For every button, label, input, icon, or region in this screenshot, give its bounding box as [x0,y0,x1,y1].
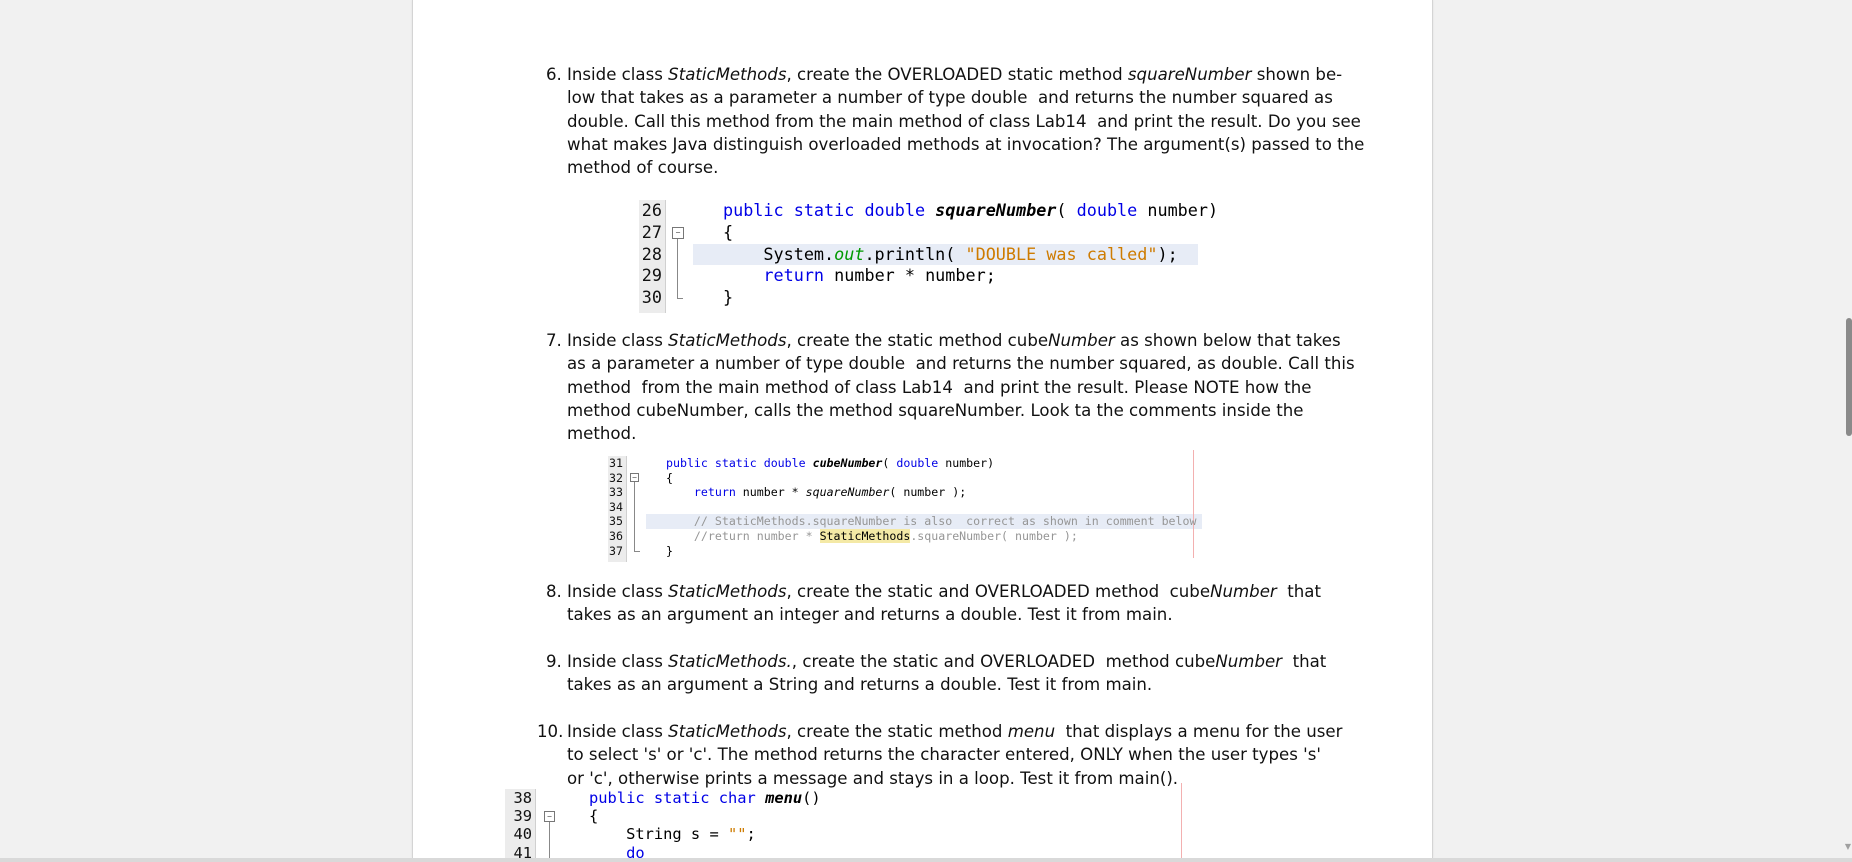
list-item-6 [546,63,1365,179]
line-number: 26 [641,200,662,220]
text-run: that [1282,652,1327,671]
code-token: "DOUBLE was called" [965,243,1158,264]
line-number: 36 [609,529,623,543]
text-run: Inside class [567,582,669,601]
code-token: double [1076,200,1138,220]
code-token: { [666,470,673,485]
code-token: } [723,287,734,308]
text-run: Inside class [567,331,669,350]
line-number: 40 [513,825,532,844]
code-block-cube-number [608,456,1208,558]
italic-term: StaticMethods [668,722,787,741]
text-line [567,329,1357,352]
text-run: method from the main method of class Lab14 and print the result. Please NOTE how the [567,377,1312,397]
text-run: as a parameter a number of type double and returns the number squared, as double. Call this [567,354,1355,374]
text-run: method of course. [567,158,719,178]
code-token: number) [1137,200,1219,220]
text-line [567,376,1357,399]
line-number: 32 [609,470,623,485]
text-line [567,580,1357,603]
italic-term: StaticMethods. [668,652,792,671]
text-line [567,110,1361,133]
text-run: takes as an argument a String and returns a double. Test it from main. [567,675,1153,695]
line-number: 35 [609,514,623,529]
list-item-9 [546,650,1357,697]
code-token: .squareNumber( number ); [910,529,1078,543]
code-line [589,789,821,807]
fold-end-tick [677,298,683,299]
text-line [567,133,1365,156]
line-number: 31 [609,456,623,470]
text-line [567,603,1357,626]
italic-term: StaticMethods [668,331,787,350]
italic-term: menu [1007,722,1056,741]
collapse-icon[interactable]: − [672,227,684,239]
text-line [567,720,1357,743]
code-token: squareNumber [805,485,890,500]
code-line [666,471,673,486]
fold-guide-line [677,239,678,298]
text-run: that [1276,582,1321,601]
italic-term: Number [1048,331,1115,350]
line-number-gutter [639,200,666,313]
text-run: that displays a menu for the user [1055,722,1343,741]
list-number: 9. [546,652,562,671]
code-token: menu [765,789,803,807]
text-run: as shown below that takes [1114,331,1341,350]
fold-guide-line [634,482,635,551]
code-token: ( [1056,200,1077,220]
italic-term: StaticMethods [668,65,787,84]
code-token: double [896,456,939,470]
code-block-menu [505,789,1185,858]
text-run: or 'c', otherwise prints a message and stays in a loop. Test it from main(). [567,768,1179,788]
code-token: //return number * [666,529,820,543]
text-run: , create the static method cube [786,331,1049,350]
code-token: () [802,789,821,807]
line-number: 37 [609,543,623,558]
code-token: public static char [589,789,766,807]
line-number-gutter [505,789,536,858]
text-run: , create the static and OVERLOADED method cube [791,652,1216,671]
line-number: 27 [641,221,662,242]
collapse-icon[interactable]: − [630,473,639,482]
list-number: 10. [537,722,564,741]
line-number: 38 [513,789,532,807]
text-line [567,86,1357,109]
code-token: out [834,243,865,264]
text-line [567,673,1357,696]
vertical-scrollbar[interactable] [1844,0,1852,858]
line-number: 33 [609,485,623,500]
list-number: 6. [546,65,562,84]
text-run: shown be- [1251,65,1343,84]
code-token: ); [1157,243,1178,264]
code-token: public static double [666,456,813,470]
text-line [567,767,1357,790]
text-run: , create the static method [786,722,1008,741]
code-line [666,456,994,471]
text-run: method. [567,424,637,444]
code-token: return [666,485,736,500]
code-line [723,265,996,287]
text-line [567,743,1357,766]
text-line [567,63,1357,86]
text-line [567,650,1357,673]
code-block-square-number [639,200,1219,308]
code-token: // StaticMethods.squareNumber is also correct as shown in comment below [666,514,1197,529]
scrollbar-thumb[interactable] [1846,318,1852,436]
code-line [589,807,598,825]
code-token: StaticMethods [819,529,911,543]
right-margin-line [1193,450,1194,558]
text-run: , create the OVERLOADED static method [786,65,1128,84]
code-token: number * [735,485,806,500]
code-token: { [589,807,599,826]
text-run: , create the static and OVERLOADED method cube [786,582,1211,601]
text-run: Inside class [567,722,669,741]
code-token: return [723,265,825,286]
fold-guide-line [549,822,550,858]
code-token: public static double [723,200,936,220]
list-item-7 [546,329,1357,445]
code-token: "" [728,825,747,844]
code-token: } [666,543,673,558]
code-line [723,222,733,244]
code-token: ( [882,456,897,470]
code-line [666,529,1078,544]
document-page [412,0,1433,858]
list-item-8 [546,580,1357,627]
line-number: 34 [609,499,623,514]
code-line [666,544,673,559]
list-number: 8. [546,582,562,601]
line-number: 41 [513,843,532,858]
code-token: System. [723,243,835,264]
line-number: 28 [641,243,662,264]
code-token: number) [938,456,995,470]
code-token: String s = [589,825,728,844]
text-line [567,352,1357,375]
text-run: takes as an argument an integer and returns a double. Test it from main. [567,605,1173,625]
code-token: ; [746,825,756,844]
text-run: double. Call this method from the main method of class Lab14 and print the result. Do you see [567,111,1361,131]
code-line [666,514,1196,529]
list-item-10 [537,720,1357,790]
code-token: .println( [864,243,966,264]
list-number: 7. [546,331,562,350]
italic-term: squareNumber [1127,65,1252,84]
line-number: 30 [641,287,662,308]
text-line [567,422,1357,445]
line-number-gutter [608,456,627,562]
text-run: what makes Java distinguish overloaded methods at invocation? The argument(s) passed to the [567,134,1365,154]
text-run: Inside class [567,652,669,671]
code-line [589,825,756,843]
text-run: low that takes as a parameter a number of type double and returns the number squared as [567,88,1333,108]
line-number: 39 [513,807,532,826]
text-line [567,156,1357,179]
code-line [723,200,1218,222]
text-run: to select 's' or 'c'. The method returns the character entered, ONLY when the user types 's' [567,745,1321,765]
code-token: cubeNumber [812,456,883,470]
code-token: squareNumber [935,200,1057,220]
text-line [567,399,1357,422]
horizontal-scrollbar[interactable] [0,858,1852,862]
collapse-icon[interactable]: − [544,811,555,822]
code-token: { [723,221,734,242]
italic-term: StaticMethods [668,582,787,601]
right-margin-line [1181,783,1182,858]
code-token: ( number ); [889,485,967,500]
text-run: method cubeNumber, calls the method squareNumber. Look ta the comments inside the [567,400,1304,420]
italic-term: Number [1210,582,1277,601]
code-token: number * number; [824,265,996,286]
code-line [723,244,1178,266]
code-token: do [589,843,645,858]
code-line [723,287,733,309]
text-run: Inside class [567,65,669,84]
scroll-down-arrow-icon[interactable]: ▼ [1844,842,1852,851]
italic-term: Number [1215,652,1283,671]
code-line [589,844,645,858]
code-line [666,485,966,500]
line-number: 29 [641,265,662,286]
fold-end-tick [634,551,640,552]
